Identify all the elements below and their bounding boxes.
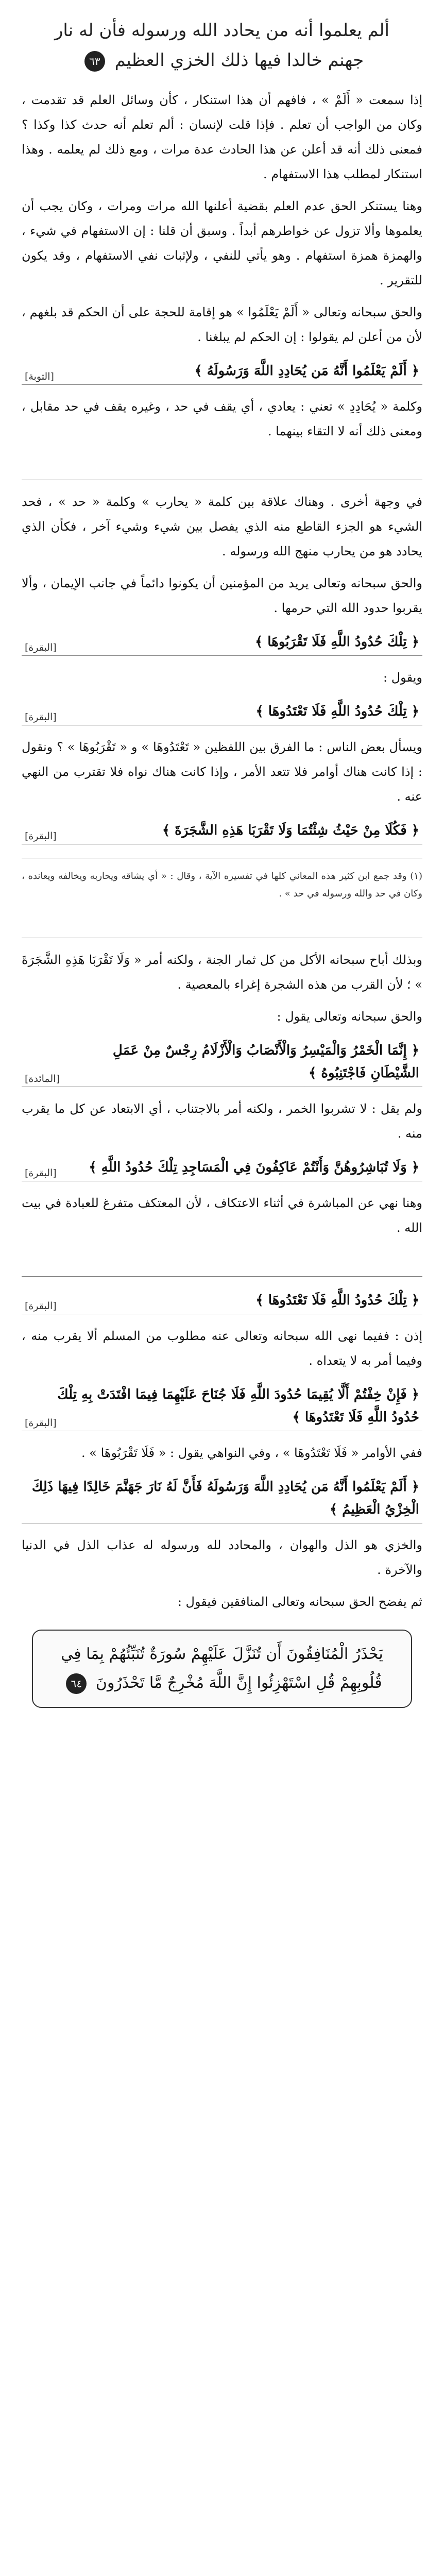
verse-number-badge: ٦٤ [66, 1673, 87, 1694]
verse-header-text: ألم يعلموا أنه من يحادد الله ورسوله فأن له نار جهنم خالدا فيها ذلك الخزي العظيم [55, 20, 389, 71]
closing-intro: ثم يفضح الحق سبحانه وتعالى المنافقين فيقول : [177, 1595, 422, 1609]
quran-quote [22, 697, 422, 725]
paragraph: وهنا يستنكر الحق عدم العلم بقضية أعلنها الله مرات ومرات ، وكان يجب أن يعلموها وألا تزول عن خواطرهم أبداً . وسبق أن قلنا : إن الاستفهام في شيء ، والهمزة همزة استفهام . وهو يأتي للنفي ، ولإثبات نفي الاستفهام ، وقد يكون للتقرير . [22, 199, 422, 287]
paragraph: والحق سبحانه وتعالى يقول : [277, 1009, 422, 1024]
paragraph: في وجهة أخرى . وهناك علاقة بين كلمة « يحارب » وكلمة « حد » ، فحد الشيء هو الجزء القاطع منه الذي يفصل بين شيء وشيء آخر ، فكأن الذي يحادد هو من يحارب منهج الله ورسوله . [22, 495, 423, 558]
quote-text: ﴿ تِلْكَ حُدُودُ اللَّهِ فَلَا تَعْتَدُوهَا ﴾ [255, 704, 419, 719]
quran-quote [22, 1153, 422, 1181]
paragraph: ويقول : [383, 670, 422, 685]
quote-ref: [البقرة] [25, 1417, 57, 1429]
paragraph: وكلمة « يُحَادِدِ » تعني : يعادي ، أي يقف في حد ، وغيره يقف في حد مقابل ، ومعنى ذلك أنه لا التقاء بينهما . [22, 399, 422, 438]
quote-ref: [البقرة] [25, 831, 57, 842]
verse-header [37, 15, 407, 75]
quote-text: ﴿ أَلَمْ يَعْلَمُوا أَنَّهُ مَن يُحَادِدِ اللَّهَ وَرَسُولَهُ فَأَنَّ لَهُ نَارَ جَهَنَّمَ خَالِدًا فِيهَا ذَلِكَ الْخِزْيُ الْعَظِيمُ ﴾ [31, 1479, 419, 1517]
quote-text: ﴿ إِنَّمَا الْخَمْرُ وَالْمَيْسِرُ وَالْأَنْصَابُ وَالْأَزْلَامُ رِجْسٌ مِنْ عَمَلِ الشَّيْطَانِ فَاجْتَنِبُوهُ ﴾ [112, 1043, 419, 1081]
quran-quote [22, 816, 422, 844]
closing-verse-banner [32, 1630, 412, 1708]
quote-text: ﴿ فَإِنْ خِفْتُمْ أَلَّا يُقِيمَا حُدُودَ اللَّهِ فَلَا جُنَاحَ عَلَيْهِمَا فِيمَا افْتَدَتْ بِهِ تِلْكَ حُدُودُ اللَّهِ فَلَا تَعْتَدُوهَا ﴾ [57, 1387, 419, 1425]
quote-text: ﴿ أَلَمْ يَعْلَمُوا أَنَّهُ مَن يُحَادِدِ اللَّهَ وَرَسُولَهُ ﴾ [194, 363, 419, 379]
quote-ref: [البقرة] [25, 642, 57, 653]
quote-ref: [البقرة] [25, 711, 57, 723]
paragraph: إذا سمعت « أَلَمْ » ، فافهم أن هذا استنكار ، كأن وسائل العلم قد تقدمت ، وكان من الواجب أن تعلم . فإذا قلت لإنسان : ألم تعلم أنه حدث كذا وكذا ؟ فمعنى ذلك أنه قد أعلن عن هذا الحادث عدة مرات ، ومع ذلك لم يعلمه . وهذا استنكار لمطلب هذا الاستفهام . [22, 93, 422, 181]
quote-text: ﴿ وَلَا تُبَاشِرُوهُنَّ وَأَنْتُمْ عَاكِفُونَ فِي الْمَسَاجِدِ تِلْكَ حُدُودُ اللَّهِ ﴾ [89, 1160, 419, 1175]
quote-text: ﴿ فَكُلَا مِنْ حَيْثُ شِئْتُمَا وَلَا تَقْرَبَا هَذِهِ الشَّجَرَةَ ﴾ [162, 823, 419, 838]
quran-quote [22, 1472, 422, 1523]
quran-quote [22, 1380, 422, 1431]
quote-ref: [البقرة] [25, 1300, 57, 1312]
footnote: (١) وقد جمع ابن كثير هذه المعاني كلها في تفسيره الآية ، وقال : « أي يشاقه ويحاربه ويخالفه ويعانده ، وكان في حد والله ورسوله في حد » . [22, 871, 422, 899]
quran-quote [22, 357, 422, 385]
quote-ref: [البقرة] [25, 1167, 57, 1179]
paragraph: والحق سبحانه وتعالى يريد من المؤمنين أن يكونوا دائماً في جانب الإيمان ، وألا يقربوا حدود الله التي حرمها . [22, 576, 422, 615]
page-divider [22, 1276, 422, 1277]
paragraph: إذن : ففيما نهى الله سبحانه وتعالى عنه مطلوب من المسلم ألا يقرب منه ، وفيما أمر به لا يتعداه . [22, 1329, 422, 1368]
quote-ref: [التوبة] [25, 371, 54, 382]
quote-ref: [المائدة] [25, 1073, 60, 1084]
paragraph: والحق سبحانه وتعالى « أَلَمْ يَعْلَمُوا » هو إقامة للحجة على أن الحكم قد بلغهم ، لأن من أعلن لم يقولوا : إن الحكم لم يبلغنا . [22, 305, 422, 344]
quran-quote [22, 1036, 422, 1087]
paragraph: ولم يقل : لا تشربوا الخمر ، ولكنه أمر بالاجتناب ، أي الابتعاد عن كل ما يقرب منه . [22, 1101, 422, 1141]
quran-quote [22, 628, 422, 656]
paragraph: ويسأل بعض الناس : ما الفرق بين اللفظين « تَعْتَدُوهَا » و « تَقْرَبُوهَا » ؟ ونقول : إذا كانت هناك أوامر فلا تتعد الأمر ، وإذا كانت هناك نواه فلا تقترب من النهي عنه . [22, 740, 422, 804]
paragraph: ففي الأوامر « فَلَا تَعْتَدُوهَا » ، وفي النواهي يقول : « فَلَا تَقْرَبُوهَا » . [81, 1446, 422, 1460]
verse-number-badge: ٦٣ [84, 51, 105, 72]
quran-quote [22, 1286, 422, 1314]
paragraph: والخزي هو الذل والهوان ، والمحادد لله ورسوله له عذاب الذل في الدنيا والآخرة . [22, 1538, 422, 1577]
closing-verse-text: يَحْذَرُ الْمُنَافِقُونَ أَن تُنَزَّلَ عَلَيْهِمْ سُورَةٌ تُنَبِّئُهُمْ بِمَا فِي قُلُوبِهِمْ قُلِ اسْتَهْزِئُوا إِنَّ اللَّهَ مُخْرِجٌ مَّا تَحْذَرُونَ [61, 1645, 383, 1692]
quote-text: ﴿ تِلْكَ حُدُودُ اللَّهِ فَلَا تَعْتَدُوهَا ﴾ [255, 1293, 419, 1308]
quote-text: ﴿ تِلْكَ حُدُودُ اللَّهِ فَلَا تَقْرَبُوهَا ﴾ [254, 634, 419, 650]
paragraph: وهنا نهي عن المباشرة في أثناء الاعتكاف ، لأن المعتكف متفرغ للعبادة في بيت الله . [22, 1196, 422, 1235]
paragraph: وبذلك أباح سبحانه الأكل من كل ثمار الجنة ، ولكنه أمر « وَلَا تَقْرَبَا هَذِهِ الشَّجَرَةَ » ؛ لأن القرب من هذه الشجرة إغراء بالمعصية . [22, 953, 422, 992]
